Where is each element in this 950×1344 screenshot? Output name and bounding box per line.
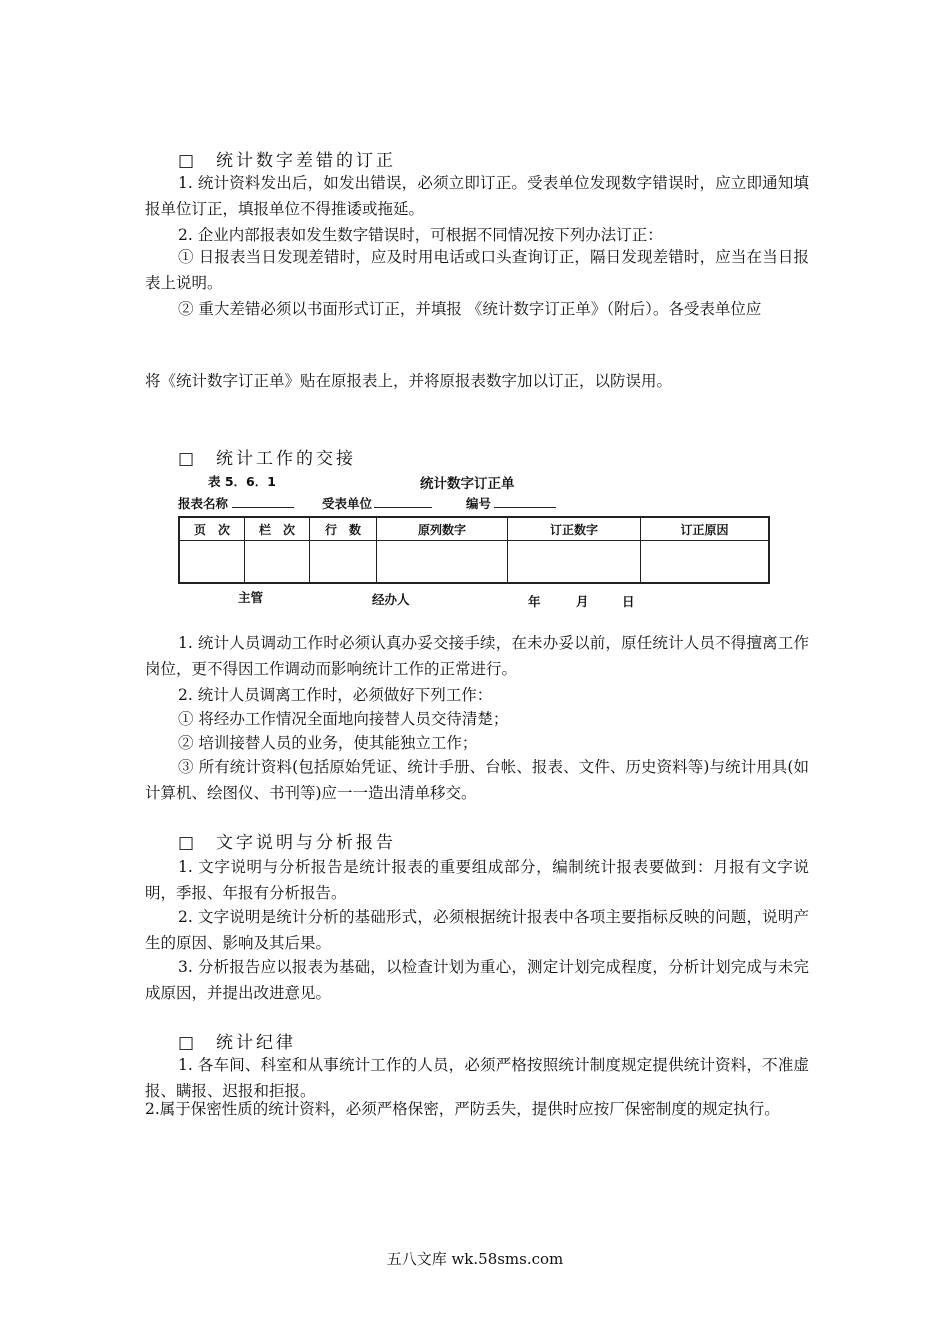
column-header-column: 栏 次 — [245, 517, 310, 541]
checkbox-icon: □ — [178, 1033, 198, 1053]
paragraph: 2.属于保密性质的统计资料，必须严格保密，严防丢失，提供时应按厂保密制度的规定执行。 — [145, 1100, 780, 1118]
paragraph: 1. 统计人员调动工作时必须认真办妥交接手续，在未办妥以前，原任统计人员不得擅离工作岗位，更不得因工作调动而影响统计工作的正常进行。 — [145, 634, 809, 678]
section-heading-correction: □ 统计数字差错的订正 — [178, 151, 396, 171]
report-name-underline — [232, 507, 294, 508]
section-heading-analysis: □ 文字说明与分析报告 — [178, 833, 396, 853]
correction-form-figure — [176, 470, 772, 610]
column-header-original: 原列数字 — [377, 517, 508, 541]
paragraph: 1. 各车间、科室和从事统计工作的人员，必须严格按照统计制度规定提供统计资料，不准虚报、瞒报、迟报和拒报。 — [145, 1056, 809, 1100]
paragraph: 将《统计数字订正单》贴在原报表上，并将原报表数字加以订正，以防误用。 — [145, 372, 673, 390]
paragraph: 2. 统计人员调离工作时，必须做好下列工作： — [178, 686, 493, 704]
month-label: 月 — [576, 594, 589, 609]
column-header-reason: 订正原因 — [641, 517, 770, 541]
receiver-underline — [374, 507, 432, 508]
section-heading-handover: □ 统计工作的交接 — [178, 449, 356, 469]
number-underline — [494, 507, 556, 508]
column-header-page: 页 次 — [179, 517, 245, 541]
checkbox-icon: □ — [178, 449, 198, 469]
checkbox-icon: □ — [178, 833, 198, 853]
paragraph: 2. 企业内部报表如发生数字错误时，可根据不同情况按下列办法订正： — [178, 226, 663, 244]
paragraph: 1. 统计资料发出后，如发出错误，必须立即订正。受表单位发现数字错误时，应立即通知填报单位订正，填报单位不得推诿或拖延。 — [145, 174, 809, 218]
checkbox-icon: □ — [178, 151, 198, 171]
paragraph: 2. 文字说明是统计分析的基础形式，必须根据统计报表中各项主要指标反映的问题，说明产生的原因、影响及其后果。 — [145, 908, 809, 952]
paragraph: ② 培训接替人员的业务，使其能独立工作； — [178, 734, 478, 752]
handler-label: 经办人 — [372, 592, 410, 607]
column-header-rows: 行 数 — [310, 517, 377, 541]
table-number: 表 5．6．1 — [208, 474, 276, 489]
paragraph: ③ 所有统计资料(包括原始凭证、统计手册、台帐、报表、文件、历史资料等)与统计用具(如计算机、绘图仪、书刊等)应一一造出清单移交。 — [145, 758, 809, 802]
footer-watermark: 五八文库 wk.58sms.com — [386, 1250, 564, 1268]
paragraph: ① 日报表当日发现差错时，应及时用电话或口头查询订正，隔日发现差错时，应当在当日报表上说明。 — [145, 248, 809, 292]
section-heading-discipline: □ 统计纪律 — [178, 1033, 296, 1053]
paragraph: ② 重大差错必须以书面形式订正，并填报 《统计数字订正单》（附后）。各受表单位应 — [178, 300, 762, 318]
supervisor-label: 主管 — [238, 590, 264, 605]
form-title: 统计数字订正单 — [420, 476, 515, 492]
paragraph: ① 将经办工作情况全面地向接替人员交待清楚； — [178, 710, 509, 728]
table-row — [179, 541, 769, 584]
receiver-label: 受表单位 — [322, 496, 373, 511]
correction-table — [178, 516, 770, 584]
table-header-row — [179, 517, 769, 541]
paragraph: 1. 文字说明与分析报告是统计报表的重要组成部分，编制统计报表要做到：月报有文字说明，季报、年报有分析报告。 — [145, 858, 809, 902]
day-label: 日 — [622, 594, 635, 609]
year-label: 年 — [528, 594, 541, 609]
column-header-corrected: 订正数字 — [508, 517, 641, 541]
paragraph: 3. 分析报告应以报表为基础，以检查计划为重心，测定计划完成程度，分析计划完成与未完成原因，并提出改进意见。 — [145, 958, 809, 1002]
report-name-label: 报表名称 — [178, 496, 229, 511]
number-label: 编号 — [466, 496, 492, 511]
